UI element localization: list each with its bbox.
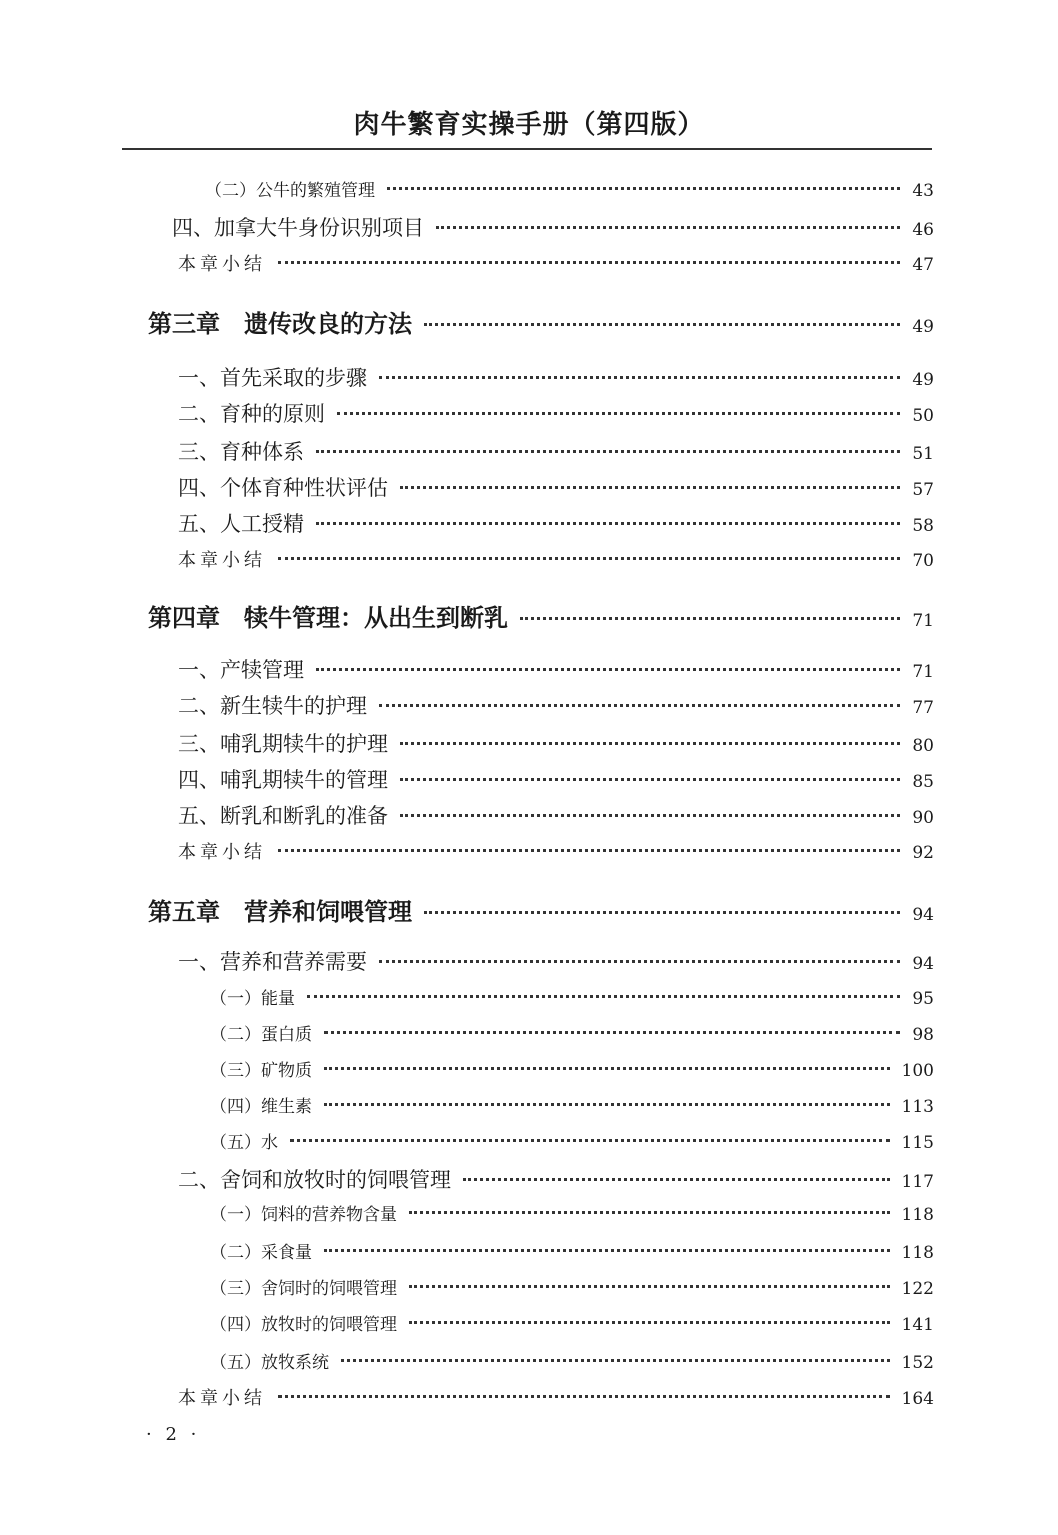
toc-page-number: 118 xyxy=(901,1205,934,1225)
toc-page-number: 58 xyxy=(912,516,934,536)
toc-entry-title: （三）矿物质 xyxy=(210,1061,312,1081)
toc-section xyxy=(178,508,934,538)
dot-leader xyxy=(400,814,900,817)
toc-chapter-summary xyxy=(178,838,934,864)
toc-entry-title: 本章小结 xyxy=(178,550,266,571)
toc-chapter xyxy=(148,892,934,927)
toc-entry-title: （五）放牧系统 xyxy=(210,1353,329,1373)
dot-leader xyxy=(341,1359,890,1362)
toc-entry-title: 四、个体育种性状评估 xyxy=(178,476,388,500)
toc-page-number: 94 xyxy=(912,954,934,974)
toc-entry-title: 本章小结 xyxy=(178,842,266,863)
toc-section xyxy=(178,398,934,428)
toc-entry-title: 五、人工授精 xyxy=(178,512,304,536)
toc-page-number: 57 xyxy=(912,480,934,500)
toc-subsection xyxy=(210,1020,934,1045)
toc-subsection xyxy=(210,1056,934,1081)
toc-section xyxy=(178,362,934,392)
toc-section xyxy=(178,1164,934,1194)
toc-page-number: 152 xyxy=(901,1353,934,1373)
toc-section xyxy=(172,212,934,242)
dot-leader xyxy=(379,376,900,379)
toc-entry-title: 本章小结 xyxy=(178,1388,266,1409)
toc-chapter-summary xyxy=(178,546,934,572)
toc-chapter xyxy=(148,304,934,339)
toc-subsection xyxy=(210,1128,934,1153)
dot-leader xyxy=(278,261,900,264)
toc-page-number: 71 xyxy=(912,662,934,682)
toc-entry-title: 第五章 营养和饲喂管理 xyxy=(148,898,412,926)
toc-subsection xyxy=(210,984,934,1009)
toc-page-number: 141 xyxy=(901,1315,934,1335)
toc-section xyxy=(178,436,934,466)
toc-entry-title: （二）公牛的繁殖管理 xyxy=(205,181,375,201)
toc-page-number: 122 xyxy=(901,1279,934,1299)
dot-leader xyxy=(379,704,900,707)
dot-leader xyxy=(379,960,900,963)
toc-chapter xyxy=(148,598,934,633)
toc-entry-title: 本章小结 xyxy=(178,254,266,275)
toc-entry-title: （四）维生素 xyxy=(210,1097,312,1117)
toc-entry-title: 二、舍饲和放牧时的饲喂管理 xyxy=(178,1168,451,1192)
dot-leader xyxy=(520,617,900,620)
toc-entry-title: 三、哺乳期犊牛的护理 xyxy=(178,732,388,756)
dot-leader xyxy=(400,778,900,781)
toc-chapter-summary xyxy=(178,1384,934,1410)
toc-section xyxy=(178,946,934,976)
toc-page-number: 49 xyxy=(912,317,934,337)
toc-page-number: 80 xyxy=(912,736,934,756)
toc-page-number: 95 xyxy=(912,989,934,1009)
toc-section xyxy=(178,690,934,720)
toc-section xyxy=(178,764,934,794)
toc-entry-title: 三、育种体系 xyxy=(178,440,304,464)
dot-leader xyxy=(463,1178,890,1181)
toc-page-number: 49 xyxy=(912,370,934,390)
dot-leader xyxy=(324,1249,890,1252)
toc-page-number: 98 xyxy=(912,1025,934,1045)
toc-page-number: 92 xyxy=(912,843,934,863)
dot-leader xyxy=(316,522,900,525)
toc-entry-title: （二）采食量 xyxy=(210,1243,312,1263)
dot-leader xyxy=(290,1139,890,1142)
toc-entry-title: 第四章 犊牛管理：从出生到断乳 xyxy=(148,604,508,632)
toc-entry-title: （三）舍饲时的饲喂管理 xyxy=(210,1279,397,1299)
toc-entry-title: （四）放牧时的饲喂管理 xyxy=(210,1315,397,1335)
toc-page-number: 117 xyxy=(901,1172,934,1192)
toc-entry-title: 一、产犊管理 xyxy=(178,658,304,682)
toc-section xyxy=(178,728,934,758)
toc-page-number: 46 xyxy=(912,220,934,240)
dot-leader xyxy=(278,557,900,560)
toc-page-number: 90 xyxy=(912,808,934,828)
toc-page-number: 43 xyxy=(912,181,934,201)
toc-section xyxy=(178,654,934,684)
dot-leader xyxy=(316,450,900,453)
toc-entry-title: 一、首先采取的步骤 xyxy=(178,366,367,390)
toc-subsection xyxy=(210,1274,934,1299)
toc-entry-title: 二、育种的原则 xyxy=(178,402,325,426)
toc-page-number: 115 xyxy=(901,1133,934,1153)
page-number: · 2 · xyxy=(146,1424,201,1445)
dot-leader xyxy=(400,742,900,745)
toc-subsection xyxy=(210,1348,934,1373)
toc-subsection xyxy=(210,1200,934,1225)
toc-page-number: 164 xyxy=(901,1389,934,1409)
toc-page-number: 85 xyxy=(912,772,934,792)
dot-leader xyxy=(387,187,900,190)
dot-leader xyxy=(307,995,900,998)
toc-entry-title: 四、哺乳期犊牛的管理 xyxy=(178,768,388,792)
toc-page-number: 70 xyxy=(912,551,934,571)
toc-chapter-summary xyxy=(178,250,934,276)
dot-leader xyxy=(324,1103,890,1106)
dot-leader xyxy=(424,323,900,326)
toc-entry-title: （一）饲料的营养物含量 xyxy=(210,1205,397,1225)
toc-page-number: 47 xyxy=(912,255,934,275)
toc-entry-title: 二、新生犊牛的护理 xyxy=(178,694,367,718)
toc-page-number: 94 xyxy=(912,905,934,925)
dot-leader xyxy=(278,849,900,852)
toc-page-number: 100 xyxy=(901,1061,934,1081)
running-header: 肉牛繁育实操手册（第四版） xyxy=(353,110,705,140)
toc-entry-title: （一）能量 xyxy=(210,989,295,1009)
toc-page-number: 51 xyxy=(912,444,934,464)
toc-page-number: 77 xyxy=(912,698,934,718)
dot-leader xyxy=(424,911,900,914)
toc-page-number: 118 xyxy=(901,1243,934,1263)
dot-leader xyxy=(400,486,900,489)
toc-entry-title: 四、加拿大牛身份识别项目 xyxy=(172,216,424,240)
dot-leader xyxy=(324,1031,900,1034)
toc-subsection xyxy=(210,1238,934,1263)
toc-subsection xyxy=(210,1092,934,1117)
toc-entry-title: （二）蛋白质 xyxy=(210,1025,312,1045)
toc-entry-title: 第三章 遗传改良的方法 xyxy=(148,310,412,338)
toc-subsection xyxy=(205,176,934,201)
dot-leader xyxy=(278,1395,890,1398)
toc-entry-title: （五）水 xyxy=(210,1133,278,1153)
dot-leader xyxy=(316,668,900,671)
dot-leader xyxy=(436,226,900,229)
toc-section xyxy=(178,472,934,502)
toc-page-number: 71 xyxy=(912,611,934,631)
dot-leader xyxy=(409,1285,890,1288)
toc-entry-title: 五、断乳和断乳的准备 xyxy=(178,804,388,828)
toc-section xyxy=(178,800,934,830)
toc-page-number: 113 xyxy=(901,1097,934,1117)
dot-leader xyxy=(409,1211,890,1214)
toc-subsection xyxy=(210,1310,934,1335)
toc-page-number: 50 xyxy=(912,406,934,426)
toc-entry-title: 一、营养和营养需要 xyxy=(178,950,367,974)
dot-leader xyxy=(337,412,900,415)
dot-leader xyxy=(409,1321,890,1324)
dot-leader xyxy=(324,1067,890,1070)
